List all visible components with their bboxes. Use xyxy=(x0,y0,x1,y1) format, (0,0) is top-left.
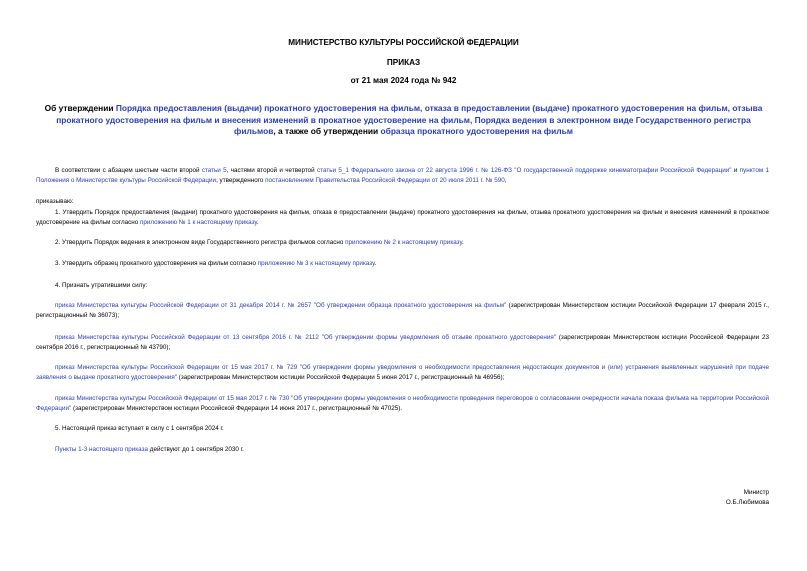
final-text: действуют до 1 сентября 2030 г. xyxy=(148,446,244,453)
repealed-item-1 xyxy=(36,301,769,320)
repealed-text-4: (зарегистрирован Министерством юстиции Российской Федерации 14 июня 2017 г., регистрационный № 47025). xyxy=(71,404,403,412)
preamble-text-4: , утвержденного xyxy=(216,176,266,184)
item-2-paragraph xyxy=(36,238,769,248)
repealed-item-2 xyxy=(36,333,769,352)
preamble-paragraph xyxy=(36,166,769,185)
item-1-text: 1. Утвердить Порядок предоставления (выдачи) прокатного удостоверения на фильм, отказа в предоставлении (выдаче) прокатного удостоверения на фильм, отзыва прокатного удостоверения на фильм и внесения изменений в прокатное удостоверение на фильм согласно xyxy=(36,209,769,226)
item-2-link-appendix-2[interactable]: приложению № 2 к настоящему приказу xyxy=(345,239,462,246)
repealed-item-3 xyxy=(36,363,769,382)
repealed-text-3: (зарегистрирован Министерством юстиции Российской Федерации 5 июня 2017 г., регистрационный № 46956); xyxy=(176,373,505,381)
item-2-end: . xyxy=(461,239,464,246)
item-1-link-appendix-1[interactable]: приложению № 1 к настоящему приказу xyxy=(140,218,257,226)
order-word: приказываю: xyxy=(36,198,74,205)
item-3-link-appendix-3[interactable]: приложению № 3 к настоящему приказу xyxy=(257,260,375,267)
item-2-text: 2. Утвердить Порядок ведения в электронном виде Государственного регистра фильмов согласно xyxy=(55,239,346,246)
preamble-link-regulation[interactable]: пунктом 1 Положения о Министерстве культуры Российской Федерации xyxy=(36,167,769,184)
item-4-paragraph: 4. Признать утратившими силу: xyxy=(55,282,148,289)
final-link-items-1-3[interactable]: Пункты 1-3 настоящего приказа xyxy=(55,446,149,453)
final-paragraph xyxy=(36,445,769,455)
signature-name: О.Б.Любимова xyxy=(725,498,769,506)
item-3-end: . xyxy=(374,260,377,267)
signature-position: Министр xyxy=(743,489,769,496)
subject-link-sample[interactable]: образца прокатного удостоверения на фильм xyxy=(380,126,573,137)
item-3-paragraph xyxy=(36,259,769,269)
subject-prefix: Об утверждении xyxy=(44,103,116,113)
item-1-end: . xyxy=(256,218,259,226)
preamble-text-1: В соответствии с абзацем шестым части второй xyxy=(55,167,202,174)
repealed-item-4 xyxy=(36,394,769,413)
repealed-text-1: (зарегистрирован Министерством юстиции Российской Федерации 17 февраля 2015 г., регистрационный № 36073); xyxy=(36,302,769,319)
preamble-link-federal-law[interactable]: статьи 5_1 Федерального закона от 22 августа 1996 г. № 126-ФЗ "О государственной поддержке кинематографии Российской Федерации" xyxy=(317,167,732,174)
repealed-link-2[interactable]: приказ Министерства культуры Российской Федерации от 13 сентября 2016 г. № 2112 "Об утверждении формы уведомления об отзыве прокатного удостоверения" xyxy=(55,334,557,341)
item-5-paragraph: 5. Настоящий приказ вступает в силу с 1 сентября 2024 г. xyxy=(55,425,224,432)
repealed-link-3[interactable]: приказ Министерства культуры Российской Федерации от 15 мая 2017 г. № 729 "Об утверждении формы уведомления о необходимости предоставления недостающих документов и (или) устранения выявленных нарушений при подаче заявления о выдаче прокатного удостоверения" xyxy=(36,364,769,381)
repealed-link-4[interactable]: приказ Министерства культуры Российской Федерации от 15 мая 2017 г. № 730 "Об утверждении формы уведомления о необходимости проведения переговоров о согласовании очередности начала показа фильма на территории Российской Федерации" xyxy=(36,395,769,412)
preamble-link-article-5[interactable]: статьи 5 xyxy=(201,167,227,174)
signature-block xyxy=(726,488,769,507)
item-3-text: 3. Утвердить образец прокатного удостоверения на фильм согласно xyxy=(55,260,258,267)
preamble-link-government-decree[interactable]: постановлением Правительства Российской Федерации от 20 июля 2011 г. № 590 xyxy=(265,176,505,184)
subject-mid: , а также об утверждении xyxy=(273,126,381,137)
document-date-number: от 21 мая 2024 года № 942 xyxy=(350,76,457,85)
repealed-link-1[interactable]: приказ Министерства культуры Российской Федерации от 31 декабря 2014 г. № 2657 "Об утверждении образца прокатного удостоверения на фильм" xyxy=(55,302,507,309)
preamble-text-2: , частями второй и четвертой xyxy=(226,167,317,174)
ministry-name: МИНИСТЕРСТВО КУЛЬТУРЫ РОССИЙСКОЙ ФЕДЕРАЦИИ xyxy=(288,38,519,47)
preamble-text-3: и xyxy=(731,167,740,174)
repealed-text-2: (зарегистрирован Министерством юстиции Российской Федерации 23 сентября 2016 г., регистрационный № 43790); xyxy=(36,334,769,351)
document-subject xyxy=(36,103,771,138)
document-type: ПРИКАЗ xyxy=(386,58,421,67)
subject-link-procedure[interactable]: Порядка предоставления (выдачи) прокатного удостоверения на фильм, отказа в предоставлении (выдаче) прокатного удостоверения на фильм, отзыва прокатного удостоверения на фильм и внесения изменений в прокатное удостоверение на фильм, Порядка ведения в электронном виде Государственного регистра фильмов xyxy=(56,103,763,137)
preamble-text-5: , xyxy=(504,176,507,184)
item-1-paragraph xyxy=(36,208,769,227)
